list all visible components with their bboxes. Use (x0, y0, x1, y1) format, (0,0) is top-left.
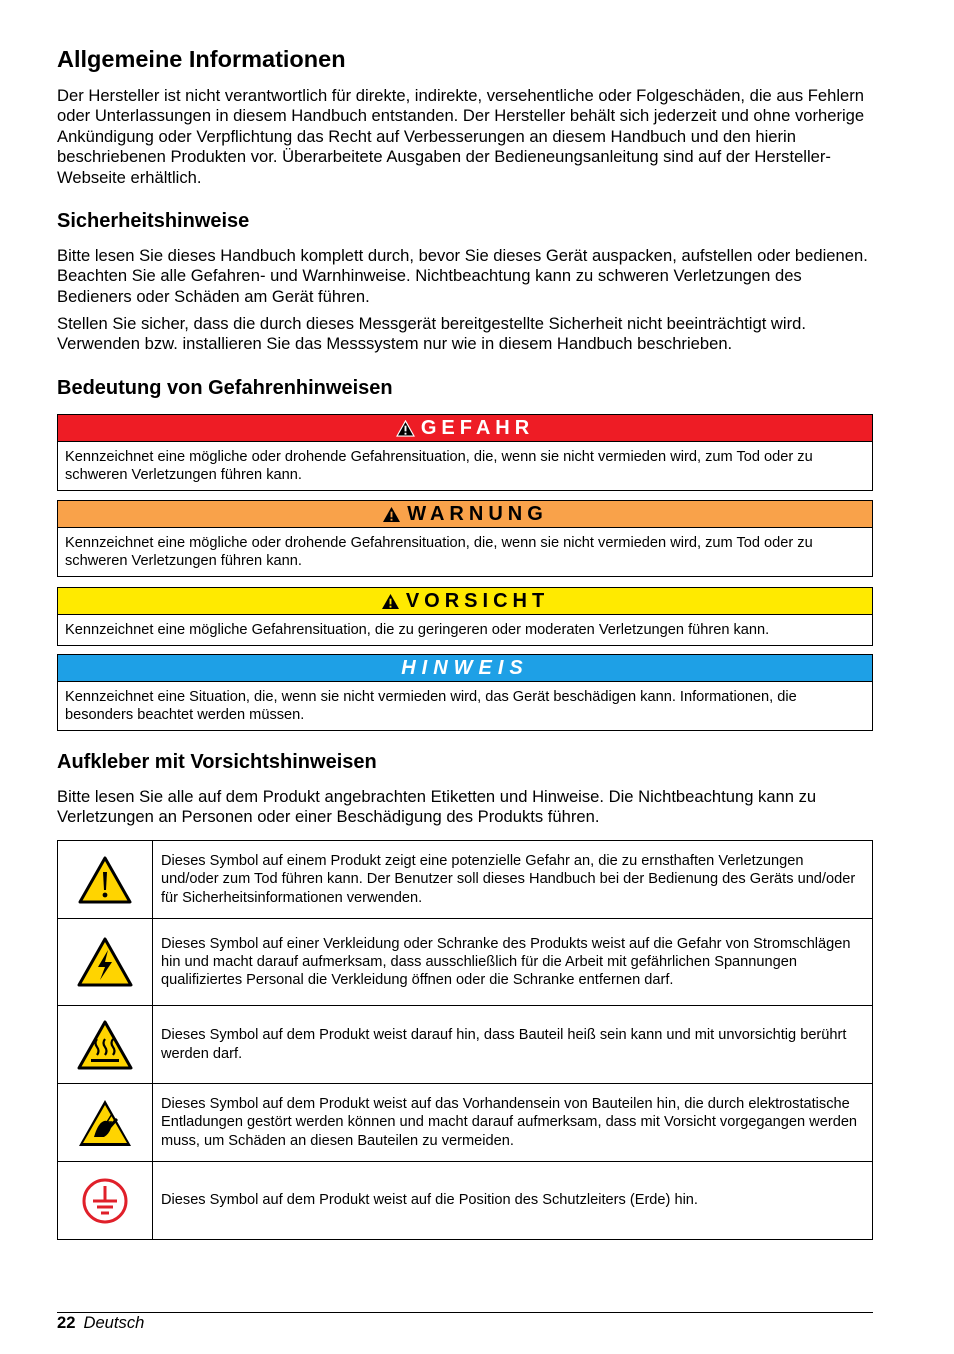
symbol-description: Dieses Symbol auf dem Produkt weist auf das Vorhandensein von Bauteilen hin, die durch elektrostatische Entladungen gestört werden können und macht darauf aufmerksam, dass mit Vorsicht vorgegangen werden muss, um Schäden an diesen Bauteilen zu vermeiden. (153, 1084, 873, 1162)
caution-box (57, 587, 873, 646)
danger-text: Kennzeichnet eine mögliche oder drohende Gefahrensituation, die, wenn sie nicht vermieden wird, zum Tod oder zu schweren Verletzungen führen kann. (65, 449, 813, 484)
symbol-description: Dieses Symbol auf einem Produkt zeigt eine potenzielle Gefahr an, die zu ernsthaften Verletzungen und/oder zum Tod führen kann. Der Benutzer soll dieses Handbuch bei der Bedienung des Geräts und/oder für Sicherheitsinformationen verwenden. (153, 841, 873, 919)
labels-intro: Bitte lesen Sie alle auf dem Produkt angebrachten Etiketten und Hinweise. Die Nichtbeachtung kann zu Verletzungen an Personen oder einer Beschädigung des Produkts führen. (57, 787, 817, 827)
warning-text: Kennzeichnet eine mögliche oder drohende Gefahrensituation, die, wenn sie nicht vermieden wird, zum Tod oder zu schweren Verletzungen führen kann. (65, 535, 813, 570)
table-row (58, 1162, 873, 1240)
safety-paragraph-1: Bitte lesen Sie dieses Handbuch komplett durch, bevor Sie dieses Gerät auspacken, aufstellen oder bedienen. Beachten Sie alle Gefahren- und Warnhinweise. Nichtbeachtung kann zu schweren Verletzungen des Bedieners oder Schäden am Gerät führen. (57, 246, 868, 306)
table-row (58, 1084, 873, 1162)
warning-header (58, 501, 872, 528)
caution-label: VORSICHT (405, 590, 550, 612)
notice-label: HINWEIS (401, 657, 529, 679)
symbol-description: Dieses Symbol auf einer Verkleidung oder Schranke des Produkts weist auf die Gefahr von Stromschlägen hin und macht darauf aufmerksam, dass ausschließlich für die Arbeit mit gefährlichen Spannungen qualifiziertes Personal die Verkleidung öffnen oder die Schranke entfernen darf. (153, 919, 873, 1006)
danger-box (57, 414, 873, 491)
symbol-cell (58, 1006, 153, 1084)
warning-triangle-icon (382, 506, 401, 523)
caution-header (58, 588, 872, 615)
danger-label: GEFAHR (420, 417, 535, 439)
general-warning-icon (77, 855, 133, 905)
table-row (58, 1006, 873, 1084)
symbol-description: Dieses Symbol auf dem Produkt weist auf die Position des Schutzleiters (Erde) hin. (153, 1162, 873, 1240)
protective-earth-icon (81, 1177, 129, 1225)
footer-language: Deutsch (83, 1313, 145, 1332)
page-title: Allgemeine Informationen (57, 46, 346, 72)
safety-paragraph-2: Stellen Sie sicher, dass die durch dieses Messgerät bereitgestellte Sicherheit nicht beeinträchtigt wird. Verwenden bzw. installieren Sie das Messsystem nur wie in diesem Handbuch beschrieben. (57, 314, 806, 354)
table-row (58, 919, 873, 1006)
symbol-cell (58, 841, 153, 919)
warning-label: WARNUNG (407, 503, 548, 525)
hot-surface-icon (76, 1019, 134, 1071)
intro-paragraph: Der Hersteller ist nicht verantwortlich für direkte, indirekte, versehentliche oder Folgeschäden, die aus Fehlern oder Unterlassungen in diesem Handbuch entstanden. Der Hersteller behält sich jederzeit und ohne vorherige Ankündigung oder Verpflichtung das Recht auf Verbesserungen an diesem Handbuch und den hierin beschriebenen Produkten vor. Überarbeitete Ausgaben der Bedieneungsanleitung sind auf der Hersteller-Webseite erhältlich. (57, 86, 865, 187)
esd-icon (76, 1097, 134, 1149)
labels-heading: Aufkleber mit Vorsichtshinweisen (57, 751, 377, 773)
symbols-table (57, 840, 873, 1240)
notice-text: Kennzeichnet eine Situation, die, wenn sie nicht vermieden wird, das Gerät beschädigen kann. Informationen, die besonders beachtet werden müssen. (65, 689, 797, 724)
safety-heading: Sicherheitshinweise (57, 210, 250, 232)
warning-box (57, 500, 873, 577)
symbol-description: Dieses Symbol auf dem Produkt weist darauf hin, dass Bauteil heiß sein kann und mit unvorsichtig berührt werden darf. (153, 1006, 873, 1084)
symbol-cell (58, 1084, 153, 1162)
electrical-hazard-icon (76, 936, 134, 988)
footer-divider (57, 1312, 873, 1313)
table-row (58, 841, 873, 919)
page-number: 22 (57, 1313, 76, 1332)
caution-text: Kennzeichnet eine mögliche Gefahrensituation, die zu geringeren oder moderaten Verletzungen führen kann. (65, 622, 770, 638)
symbol-cell (58, 1162, 153, 1240)
symbol-cell (58, 919, 153, 1006)
danger-header (58, 415, 872, 442)
notice-header (58, 655, 872, 682)
notice-box (57, 654, 873, 731)
hazards-heading: Bedeutung von Gefahrenhinweisen (57, 377, 393, 399)
warning-triangle-icon (381, 593, 400, 610)
warning-triangle-icon (396, 420, 415, 437)
page-footer (57, 1313, 144, 1333)
